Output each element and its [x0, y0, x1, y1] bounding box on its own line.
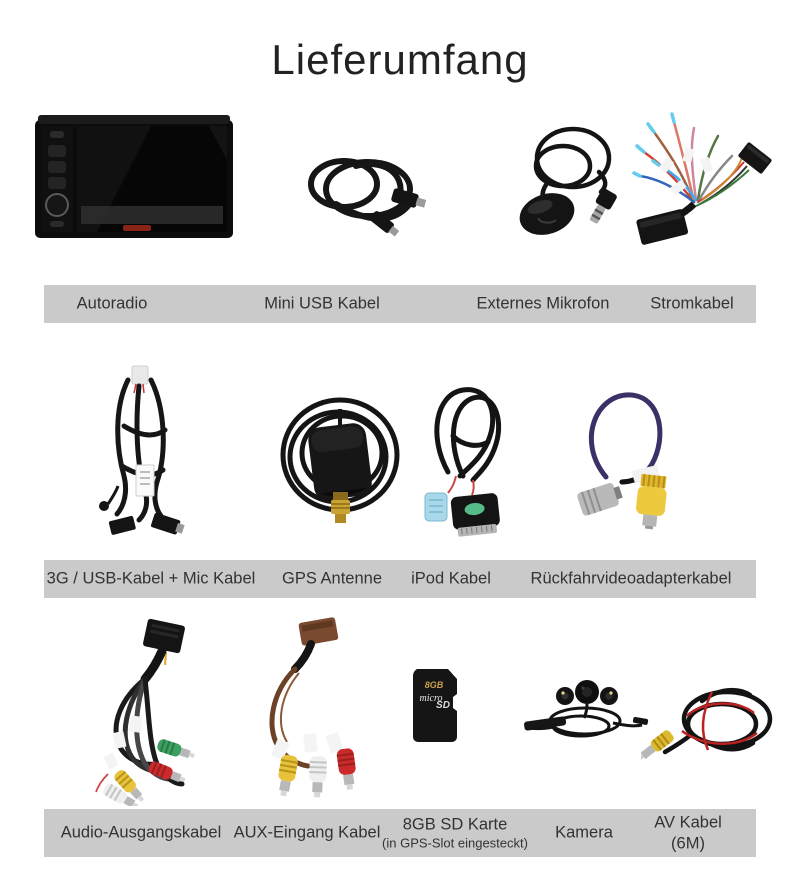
label-bar-row-1	[44, 285, 756, 323]
label-gps-antenne	[282, 569, 382, 590]
label-text: Kamera	[555, 823, 613, 842]
label-subtext: (in GPS-Slot eingesteckt)	[382, 835, 528, 851]
external-microphone-photo	[510, 114, 632, 242]
label-text: GPS Antenne	[282, 569, 382, 588]
label-av-kabel	[654, 812, 722, 853]
aux-input-cable-photo	[248, 614, 374, 798]
sd-logo-micro-text: micro	[419, 693, 443, 704]
label-aux-eingang-kabel	[234, 823, 381, 844]
camera-illustration	[521, 677, 653, 754]
label-audio-ausgangskabel	[61, 823, 222, 844]
ipod-cable-illustration	[417, 376, 513, 543]
label-sd-karte	[382, 815, 528, 852]
label-text: AV Kabel	[654, 813, 722, 832]
reverse-video-adapter-photo	[571, 381, 677, 531]
label-text: 8GB SD Karte	[402, 815, 508, 834]
label-text: 3G / USB-Kabel + Mic Kabel	[46, 569, 256, 588]
sd-card-photo	[407, 666, 465, 745]
audio-output-cable-illustration	[60, 614, 227, 806]
audio-output-cable-photo	[60, 614, 227, 806]
label-text: Stromkabel	[650, 294, 734, 313]
sd-capacity-text: 8GB	[424, 680, 444, 690]
3g-usb-mic-cable-photo	[94, 364, 196, 548]
label-text: Autoradio	[76, 294, 148, 313]
label-3g-usb-mic-kabel	[47, 569, 256, 590]
label-text: AUX-Eingang Kabel	[233, 823, 381, 842]
label-autoradio	[77, 294, 148, 315]
external-microphone-illustration	[510, 114, 632, 242]
label-text: Externes Mikrofon	[476, 294, 610, 313]
gps-antenna-illustration	[277, 391, 406, 531]
label-rueckfahrvideoadapterkabel	[531, 569, 732, 590]
label-stromkabel	[650, 294, 733, 315]
3g-usb-mic-cable-illustration	[94, 364, 196, 548]
label-text: Audio-Ausgangskabel	[60, 823, 222, 842]
aux-input-cable-illustration	[248, 614, 374, 798]
label-bar-row-3	[44, 809, 756, 857]
gps-antenna-photo	[277, 391, 406, 531]
page-title: Lieferumfang	[271, 36, 529, 83]
label-text: Mini USB Kabel	[264, 294, 380, 313]
label-kamera	[555, 823, 613, 844]
label-subtext: (6M)	[671, 834, 705, 852]
sd-logo-sd-text: SD	[436, 700, 450, 711]
label-bar-row-2	[44, 560, 756, 598]
label-mini-usb-kabel	[264, 294, 380, 315]
label-ipod-kabel	[411, 569, 491, 590]
av-cable-photo	[641, 671, 787, 778]
label-text: iPod Kabel	[411, 569, 491, 588]
av-cable-illustration	[641, 671, 787, 778]
label-externes-mikrofon	[477, 294, 610, 315]
camera-photo	[521, 677, 653, 754]
label-text: Rückfahrvideoadapterkabel	[530, 569, 732, 588]
reverse-video-adapter-illustration	[571, 381, 677, 531]
mini-usb-cable-illustration	[296, 136, 438, 248]
autoradio-illustration	[33, 112, 235, 246]
autoradio-photo	[33, 112, 235, 246]
mini-usb-cable-photo	[296, 136, 438, 248]
power-cable-illustration	[632, 110, 784, 248]
ipod-cable-photo	[417, 376, 513, 543]
power-cable-photo	[632, 110, 784, 248]
sd-card-illustration	[407, 666, 465, 745]
